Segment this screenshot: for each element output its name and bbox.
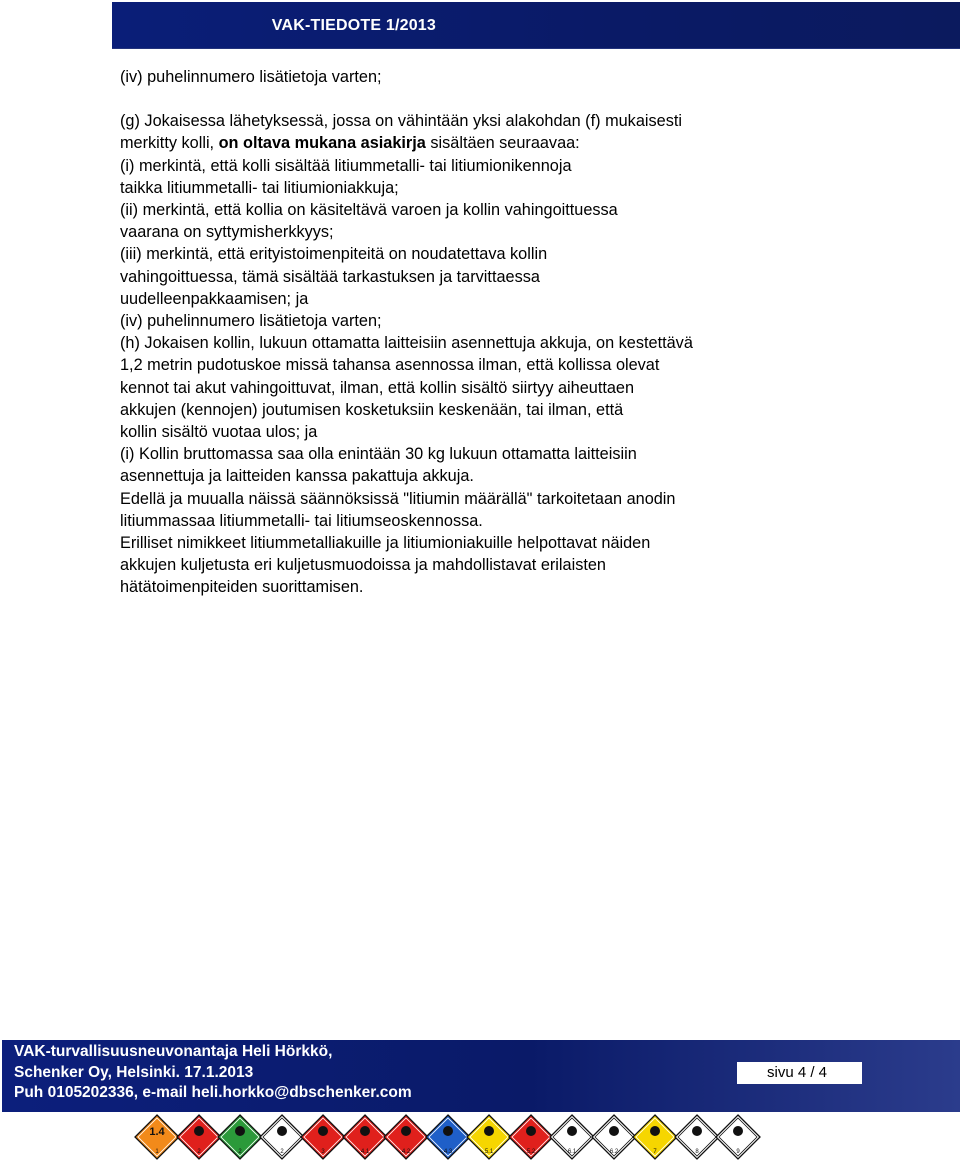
hazard-class-text: 6.1 <box>567 1149 577 1155</box>
corrosive-icon <box>674 1114 720 1160</box>
text-line: hätätoimenpiteiden suorittamisen. <box>120 578 364 597</box>
text-line: asennettuja ja laitteiden kanssa pakattuja akkuja. <box>120 467 474 486</box>
hazard-class-text: 5.1 <box>484 1149 494 1155</box>
text-line: Erilliset nimikkeet litiummetalliakuille ja litiumioniakuille helpottavat näiden <box>120 534 651 553</box>
footer-line: Puh 0105202336, e-mail heli.horkko@dbschenker.com <box>14 1084 412 1101</box>
text-line: kollin sisältö vuotaa ulos; ja <box>120 423 318 442</box>
hazard-labels-row <box>134 1114 954 1162</box>
spontaneous-combustion-icon <box>383 1114 429 1160</box>
emphasis-text: on oltava mukana asiakirja <box>218 134 426 153</box>
document-body <box>120 66 820 599</box>
hazard-class-text: 4.3 <box>443 1149 452 1155</box>
infectious-icon <box>591 1114 637 1160</box>
hazard-class-text: 2 <box>196 1149 201 1155</box>
text-line: litiummassaa litiummetalli- tai litiumseoskennossa. <box>120 511 483 530</box>
text-line: (ii) merkintä, että kollia on käsiteltävä varoen ja kollin vahingoittuessa <box>120 201 618 220</box>
text-line: taikka litiummetalli- tai litiumioniakkuja; <box>120 178 399 197</box>
non-flammable-gas-icon <box>217 1114 263 1160</box>
text-line: 1,2 metrin pudotuskoe missä tahansa asennossa ilman, että kollissa olevat <box>120 356 660 375</box>
text-line: (iii) merkintä, että erityistoimenpiteitä on noudatettava kollin <box>120 245 548 264</box>
text-line: (i) Kollin bruttomassa saa olla enintään 30 kg lukuun ottamatta laitteisiin <box>120 445 637 464</box>
flammable-gas-icon <box>176 1114 222 1160</box>
hazard-class-text: 3 <box>321 1149 325 1155</box>
hazard-class-text: 4.1 <box>360 1149 369 1155</box>
text-line: vaarana on syttymisherkkyys; <box>120 223 334 242</box>
text-line: (iv) puhelinnumero lisätietoja varten; <box>120 68 382 86</box>
hazard-class-text: 1 <box>155 1149 159 1155</box>
footer-line: Schenker Oy, Helsinki. 17.1.2013 <box>14 1063 254 1081</box>
header-bar <box>112 2 960 49</box>
flammable-liquid-icon <box>300 1114 346 1160</box>
text-line: kennot tai akut vahingoittuvat, ilman, että kollin sisältö siirtyy aiheuttaen <box>120 378 635 397</box>
text-line: (h) Jokaisen kollin, lukuun ottamatta laitteisiin asennettuja akkuja, on kestettävä <box>120 334 693 353</box>
text-line: akkujen (kennojen) joutumisen kosketuksiin keskenään, tai ilman, että <box>120 400 624 419</box>
hazard-class-text: 2 <box>238 1149 242 1155</box>
text-line: Edellä ja muualla näissä säännöksissä "litiumin määrällä" tarkoitetaan anodin <box>120 489 676 508</box>
radioactive-icon <box>632 1114 678 1160</box>
text-line: akkujen kuljetusta eri kuljetusmuodoissa ja mahdollistavat erilaisten <box>120 556 606 575</box>
footer-bar <box>2 1040 960 1112</box>
organic-peroxide-icon <box>508 1114 554 1160</box>
toxic-gas-icon <box>259 1114 305 1160</box>
text-line: merkitty kolli, on oltava mukana asiakirja sisältäen seuraavaa: <box>120 134 580 153</box>
hazard-class-text: 4.2 <box>401 1149 411 1155</box>
footer-contact <box>14 1042 412 1104</box>
text-line: uudelleenpakkaamisen; ja <box>120 289 309 308</box>
hazard-class-text: 6.2 <box>609 1149 618 1155</box>
oxidizer-icon <box>466 1114 512 1160</box>
hazard-class-text: 9 <box>736 1149 740 1155</box>
hazard-division-text: 1.4 <box>149 1126 165 1138</box>
page-number: sivu 4 / 4 <box>737 1062 862 1084</box>
hazard-class-text: 7 <box>653 1149 657 1155</box>
text-line: (i) merkintä, että kolli sisältää litiummetalli- tai litiumionikennoja <box>120 156 572 175</box>
dangerous-when-wet-icon <box>425 1114 471 1160</box>
miscellaneous-icon <box>715 1114 761 1160</box>
hazard-class-text: 2 <box>279 1149 284 1155</box>
footer-line: VAK-turvallisuusneuvonantaja Heli Hörkkö, <box>14 1043 333 1060</box>
hazard-class-text: 8 <box>694 1149 699 1155</box>
text-line: vahingoittuessa, tämä sisältää tarkastuksen ja tarvittaessa <box>120 267 540 286</box>
page-title: VAK-TIEDOTE 1/2013 <box>271 17 436 34</box>
toxic-icon <box>549 1114 595 1160</box>
text-line: (g) Jokaisessa lähetyksessä, jossa on vähintään yksi alakohdan (f) mukaisesti <box>120 112 682 131</box>
explosive-1-4-icon <box>134 1114 180 1160</box>
text-line: (iv) puhelinnumero lisätietoja varten; <box>120 312 382 331</box>
hazard-class-text: 5.2 <box>526 1149 535 1155</box>
flammable-solid-icon <box>342 1114 388 1160</box>
